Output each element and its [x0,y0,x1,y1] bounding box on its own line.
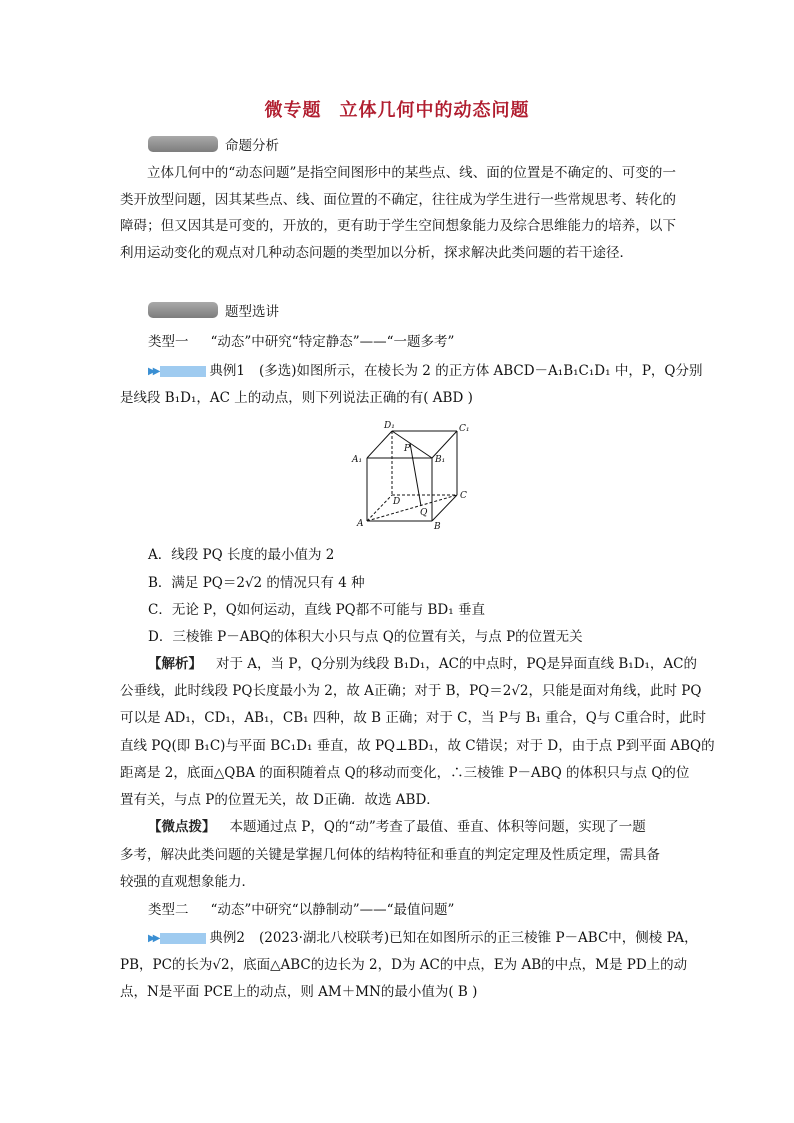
type2-heading: 类型二 “动态”中研究“以静制动”——“最值问题” [148,902,455,918]
cube-figure [346,418,476,530]
label-c1: C₁ [459,424,470,434]
label-a: A [357,519,364,529]
tip-tag: 【微点拨】 [148,819,216,835]
page-title [0,96,794,122]
label-b: B [434,522,441,530]
label-p: P [404,444,411,454]
example-marker-icon: ▶▶ [148,933,206,944]
segment-pq [410,443,421,506]
edge-b1c1 [432,431,457,458]
label-d: D [393,497,401,507]
section-header-analysis [148,134,279,154]
option-b: B．满足 PQ＝2√2 的情况只有 4 种 [148,575,365,591]
example2-line1: ▶▶ 典例2 (2023·湖北八校联考)已知在如图所示的正三棱锥 P－ABC中，侧棱 PA， [148,930,698,946]
example-marker-icon: ▶▶ [148,366,206,377]
type1-heading: 类型一 “动态”中研究“特定静态”——“一题多考” [148,334,455,350]
title-prefix: 微专题 [264,100,322,121]
analysis-tag: 【解析】 [148,656,202,672]
section-pill-icon [148,136,218,152]
hidden-edge-ad [367,495,392,521]
tip-line-3: 较强的直观想象能力． [120,874,255,890]
option-a: A．线段 PQ 长度的最小值为 2 [148,547,335,563]
analysis-line-3: 可以是 AD₁，CD₁，AB₁，CB₁ 四种，故 B 正确；对于 C，当 P与 B₁ 重合，Q与 C重合时，此时 [120,710,706,726]
analysis-line-1: 【解析】 对于 A，当 P，Q分别为线段 B₁D₁，AC的中点时，PQ是异面直线 B₁D₁，AC的 [148,656,698,672]
label-q: Q [420,508,428,518]
edge-a1d1 [367,431,392,458]
hidden-diag-ac [367,495,457,521]
tip-line-2: 多考，解决此类问题的关键是掌握几何体的结构特征和垂直的判定定理及性质定理，需具备 [120,847,660,863]
analysis-line-2: 公垂线，此时线段 PQ长度最小为 2，故 A正确；对于 B，PQ＝2√2，只能是面对角线，此时 PQ [120,683,702,699]
title-main: 立体几何中的动态问题 [339,100,530,121]
analysis-line-5: 距离是 2，底面△QBA 的面积随着点 Q的移动而变化，∴三棱锥 P－ABQ 的体积只与点 Q的位 [120,765,690,781]
label-a1: A₁ [352,455,363,465]
tip-line-1: 【微点拨】 本题通过点 P，Q的“动”考查了最值、垂直、体积等问题，实现了一题 [148,819,646,835]
section-label: 命题分析 [225,138,279,154]
section-header-selection [148,300,279,320]
option-d: D．三棱锥 P－ABQ的体积大小只与点 Q的位置有关，与点 P的位置无关 [148,629,583,645]
section-label: 题型选讲 [225,304,279,320]
section-pill-icon [148,302,218,318]
label-d1: D₁ [384,421,395,431]
label-b1: B₁ [435,455,446,465]
intro-paragraph: 立体几何中的“动态问题”是指空间图形中的某些点、线、面的位置是不确定的、可变的一类开放型问题，因其某些点、线、面位置的不确定，往往成为学生进行一些常规思考、转化的障碍；但又因其是可变的，开放的，更有助于学生空间想象能力及综合思维能力的培养，以下利用运动变化的观点对几种动态问题的类型加以分析，探求解决此类问题的若干途径． [120,165,676,261]
example1-line1: ▶▶ 典例1 (多选)如图所示，在棱长为 2 的正方体 ABCD－A₁B₁C₁D₁ 中，P，Q分别 [148,363,703,379]
label-c: C [460,491,467,501]
analysis-line-4: 直线 PQ(即 B₁C)与平面 BC₁D₁ 垂直，故 PQ⊥BD₁，故 C错误；对于 D，由于点 P到平面 ABQ的 [120,738,715,754]
example1-line2: 是线段 B₁D₁，AC 上的动点，则下列说法正确的有( ABD ) [120,390,473,406]
option-c: C．无论 P，Q如何运动，直线 PQ都不可能与 BD₁ 垂直 [148,602,485,618]
example2-line3: 点，N是平面 PCE上的动点，则 AM＋MN的最小值为( B ) [120,984,478,1000]
analysis-line-6: 置有关，与点 P的位置无关，故 D正确．故选 ABD． [120,792,440,808]
example2-line2: PB，PC的长为√2，底面△ABC的边长为 2，D为 AC的中点，E为 AB的中点，M是 PD上的动 [120,957,688,973]
